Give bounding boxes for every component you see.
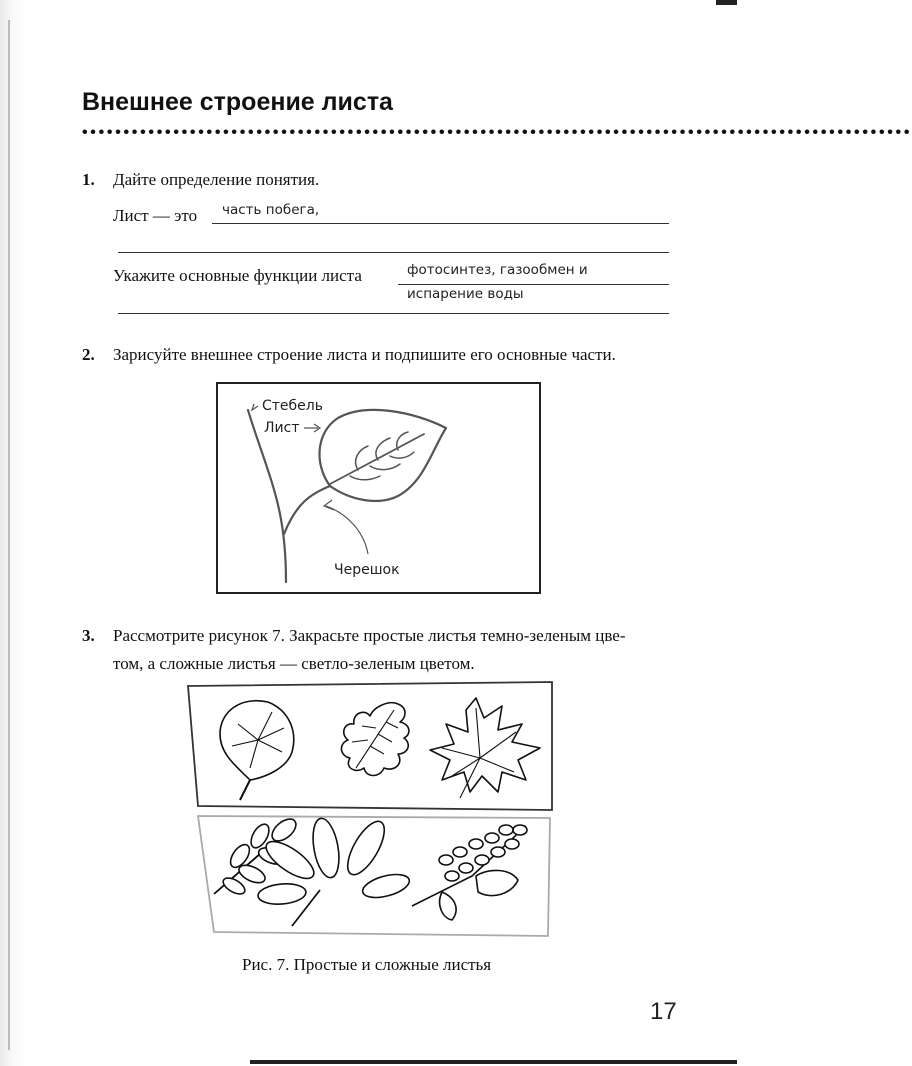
petiole-stroke	[284, 486, 330, 534]
stem-label-arrow	[252, 404, 258, 410]
functions-label: Укажите основные функции листа	[113, 266, 362, 285]
figure-7-leaves	[180, 680, 560, 940]
question-2-number: 2.	[82, 345, 95, 364]
question-1-prompt: Дайте определение понятия.	[113, 170, 320, 189]
question-2-prompt: Зарисуйте внешнее строение листа и подпишите его основные части.	[113, 345, 616, 364]
scan-edge-mark	[716, 0, 737, 5]
page-number: 17	[650, 998, 677, 1025]
question-3-prompt-line-1: Рассмотрите рисунок 7. Закрасьте простые листья темно-зеленым цве-	[113, 626, 626, 645]
scan-bottom-edge	[250, 1060, 737, 1064]
functions-answer-rule-1	[398, 284, 669, 285]
question-3-prompt-line-2: том, а сложные листья — светло-зеленым цветом.	[113, 654, 475, 673]
definition-answer-line-1	[212, 223, 669, 224]
definition-label: Лист — это	[113, 206, 198, 225]
functions-answer-line-1[interactable]: фотосинтез, газообмен и	[407, 262, 588, 278]
question-1-number: 1.	[82, 170, 95, 189]
page-title: Внешнее строение листа	[82, 88, 393, 116]
label-leaf: Лист	[264, 420, 300, 436]
leaf-label-arrow	[304, 424, 320, 432]
title-dot-leader: ••••••••••••••••••••••••••••••••••••••••••••••••••••••••••••••••••••••••••••••••••••••••••••••••••••	[82, 124, 912, 141]
definition-answer[interactable]: часть побега,	[222, 202, 320, 218]
functions-answer-rule-2	[118, 313, 669, 314]
label-stem: Стебель	[262, 398, 323, 414]
petiole-label-pointer	[326, 506, 368, 554]
question-3-number: 3.	[82, 626, 95, 645]
label-petiole: Черешок	[334, 562, 400, 578]
leaf-drawing	[218, 384, 539, 592]
functions-answer-line-2[interactable]: испарение воды	[407, 286, 524, 302]
book-spine-shadow	[0, 0, 26, 1066]
definition-answer-line-2	[118, 252, 669, 253]
leaf-drawing-frame[interactable]	[216, 382, 541, 594]
figure-7-caption: Рис. 7. Простые и сложные листья	[242, 955, 492, 974]
spine-edge-line	[8, 20, 10, 1050]
